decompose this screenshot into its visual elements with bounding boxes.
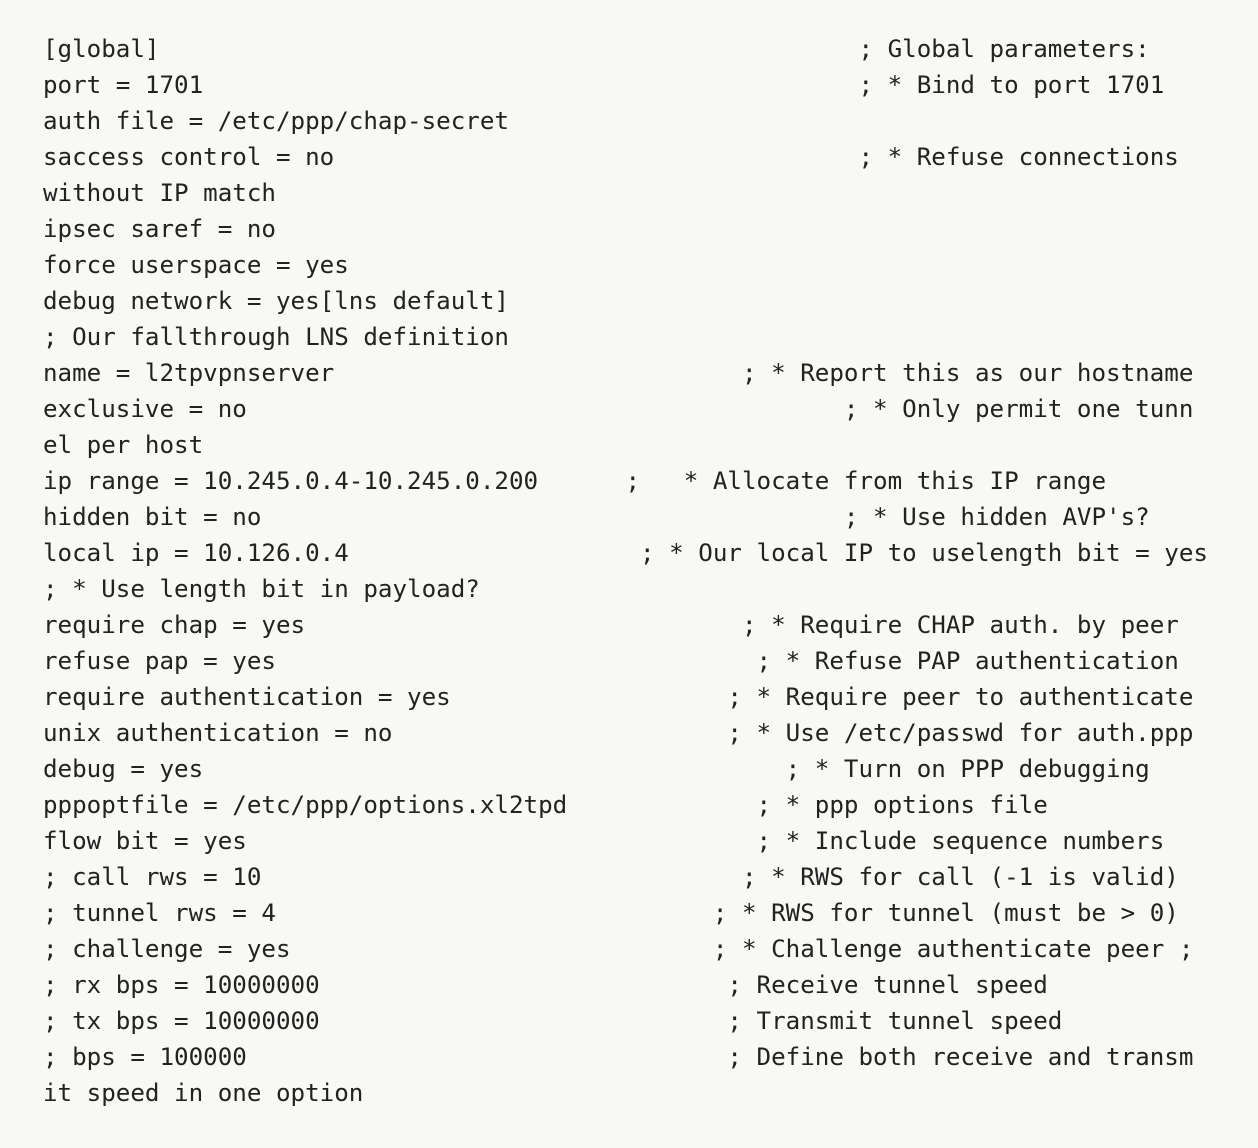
code-line-18: refuse pap = yes ; * Refuse PAP authentication — [43, 647, 1179, 675]
code-line-22: pppoptfile = /etc/ppp/options.xl2tpd ; * ppp options file — [43, 791, 1048, 819]
code-line-17: require chap = yes ; * Require CHAP auth. by peer — [43, 611, 1179, 639]
code-line-16: ; * Use length bit in payload? — [43, 575, 480, 603]
code-line-6: ipsec saref = no — [43, 215, 276, 243]
code-line-13: ip range = 10.245.0.4-10.245.0.200 ; * Allocate from this IP range — [43, 467, 1107, 495]
code-line-19: require authentication = yes ; * Require peer to authenticate — [43, 683, 1194, 711]
code-line-7: force userspace = yes — [43, 251, 349, 279]
code-line-12: el per host — [43, 431, 204, 459]
code-line-10: name = l2tpvpnserver ; * Report this as our hostname — [43, 359, 1194, 387]
code-line-5: without IP match — [43, 179, 276, 207]
code-line-9: ; Our fallthrough LNS definition — [43, 323, 509, 351]
code-line-15: local ip = 10.126.0.4 ; * Our local IP to uselength bit = yes — [43, 539, 1208, 567]
code-line-24: ; call rws = 10 ; * RWS for call (-1 is valid) — [43, 863, 1179, 891]
code-line-30: it speed in one option — [43, 1079, 364, 1107]
code-line-1: [global] ; Global parameters: — [43, 35, 1150, 63]
code-line-25: ; tunnel rws = 4 ; * RWS for tunnel (must be > 0) — [43, 899, 1179, 927]
code-line-23: flow bit = yes ; * Include sequence numbers — [43, 827, 1165, 855]
code-line-11: exclusive = no ; * Only permit one tunn — [43, 395, 1194, 423]
code-line-20: unix authentication = no ; * Use /etc/passwd for auth.ppp — [43, 719, 1194, 747]
code-line-29: ; bps = 100000 ; Define both receive and transm — [43, 1043, 1194, 1071]
config-code-block — [43, 31, 1243, 1111]
code-line-27: ; rx bps = 10000000 ; Receive tunnel speed — [43, 971, 1048, 999]
code-line-3: auth file = /etc/ppp/chap-secret — [43, 107, 509, 135]
code-line-26: ; challenge = yes ; * Challenge authenticate peer ; — [43, 935, 1194, 963]
code-line-14: hidden bit = no ; * Use hidden AVP's? — [43, 503, 1150, 531]
code-line-8: debug network = yes[lns default] — [43, 287, 509, 315]
code-line-21: debug = yes ; * Turn on PPP debugging — [43, 755, 1150, 783]
code-line-2: port = 1701 ; * Bind to port 1701 — [43, 71, 1165, 99]
code-line-4: saccess control = no ; * Refuse connections — [43, 143, 1179, 171]
code-line-28: ; tx bps = 10000000 ; Transmit tunnel speed — [43, 1007, 1063, 1035]
